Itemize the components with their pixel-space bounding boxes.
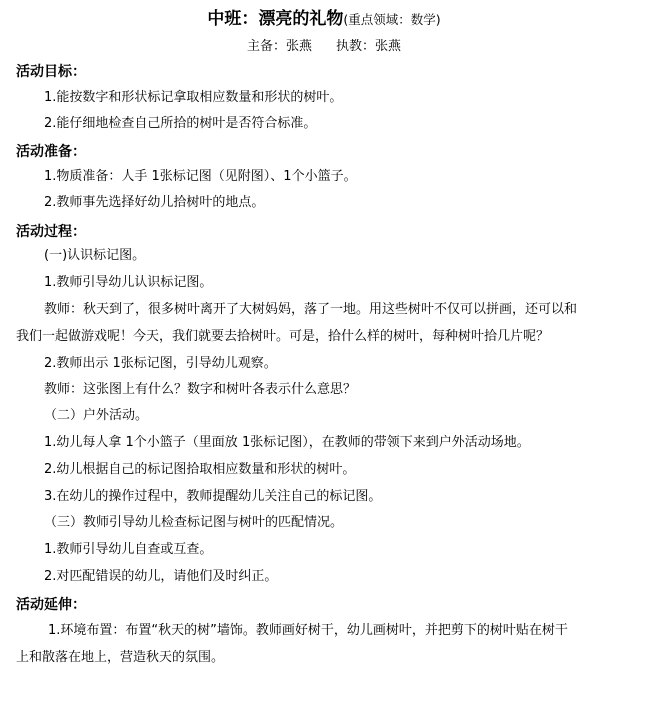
process-line: 2.对匹配错误的幼儿，请他们及时纠正。 xyxy=(44,569,278,584)
goal-item-1: 1.能按数字和形状标记拿取相应数量和形状的树叶。 xyxy=(44,90,343,105)
process-line: 1.幼儿每人拿 1个小篮子（里面放 1张标记图），在教师的带领下来到户外活动场地。 xyxy=(44,435,530,450)
process-part-3-title: （三）教师引导幼儿检查标记图与树叶的匹配情况。 xyxy=(44,515,344,530)
extension-line: 上和散落在地上，营造秋天的氛围。 xyxy=(16,650,225,665)
process-line: 1.教师引导幼儿自查或互查。 xyxy=(44,542,213,557)
process-line: 3.在幼儿的操作过程中，教师提醒幼儿关注自己的标记图。 xyxy=(44,489,382,504)
process-line: 2.幼儿根据自己的标记图拾取相应数量和形状的树叶。 xyxy=(44,462,356,477)
extension-line: 1.环境布置：布置“秋天的树”墙饰。教师画好树干，幼儿画树叶，并把剪下的树叶贴在树干 xyxy=(48,623,568,638)
lead-preparer: 主备：张燕 xyxy=(246,39,312,54)
prep-heading: 活动准备： xyxy=(16,144,86,160)
process-part-2-title: （二）户外活动。 xyxy=(44,408,149,423)
process-heading: 活动过程： xyxy=(16,224,86,240)
process-line: 教师：这张图上有什么？数字和树叶各表示什么意思？ xyxy=(44,382,357,397)
title-main: 中班：漂亮的礼物 xyxy=(207,9,344,29)
document-title xyxy=(0,4,648,29)
author-line xyxy=(0,35,648,54)
process-line: 我们一起做游戏呢！今天，我们就要去拾树叶。可是，拾什么样的树叶，每种树叶拾几片呢？ xyxy=(16,329,550,344)
process-line: 教师：秋天到了，很多树叶离开了大树妈妈，落了一地。用这些树叶不仅可以拼画，还可以和 xyxy=(44,302,578,317)
prep-item-1: 1.物质准备：人手 1张标记图（见附图）、1个小篮子。 xyxy=(44,169,357,184)
prep-item-2: 2.教师事先选择好幼儿拾树叶的地点。 xyxy=(44,195,265,210)
teaching-teacher: 执教：张燕 xyxy=(336,39,402,54)
process-line: 2.教师出示 1张标记图，引导幼儿观察。 xyxy=(44,356,277,371)
title-subject-area: (重点领域：数学) xyxy=(343,12,441,27)
process-part-1-title: (一)认识标记图。 xyxy=(44,248,146,263)
extension-heading: 活动延伸： xyxy=(16,597,86,613)
goals-heading: 活动目标： xyxy=(16,64,86,80)
process-line: 1.教师引导幼儿认识标记图。 xyxy=(44,275,213,290)
goal-item-2: 2.能仔细地检查自己所拾的树叶是否符合标准。 xyxy=(44,116,317,131)
